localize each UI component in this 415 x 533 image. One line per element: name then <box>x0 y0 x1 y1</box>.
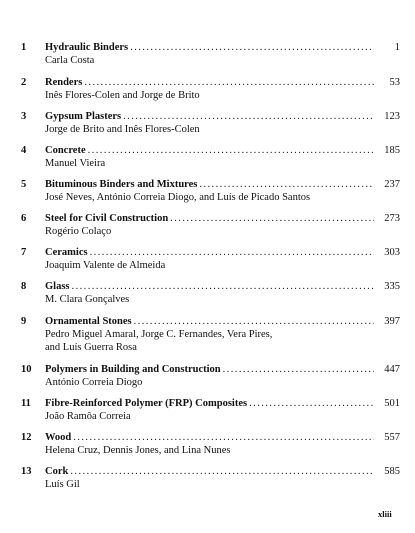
chapter-title-line <box>45 76 400 89</box>
chapter-authors: Joaquim Valente de Almeida <box>45 260 166 271</box>
chapter-authors: João Ramôa Correia <box>45 411 131 422</box>
chapter-authors: Inês Flores-Colen and Jorge de Brito <box>45 90 200 101</box>
chapter-number: 10 <box>21 364 32 375</box>
chapter-authors: Pedro Miguel Amaral, Jorge C. Fernandes, Vera Pires, <box>45 329 273 340</box>
chapter-title: Hydraulic Binders <box>45 42 129 53</box>
chapter-title: Bituminous Binders and Mixtures <box>45 179 198 190</box>
chapter-number: 1 <box>21 42 27 53</box>
chapter-title-line <box>45 363 400 376</box>
page-number: 557 <box>384 432 400 443</box>
chapter-number: 3 <box>21 111 27 122</box>
chapter-number: 2 <box>21 77 27 88</box>
chapter-title: Fibre-Reinforced Polymer (FRP) Composites <box>45 398 248 409</box>
dot-leader <box>68 465 374 478</box>
dot-leader <box>197 178 374 191</box>
chapter-title-line <box>45 431 400 444</box>
page-number: 123 <box>384 111 400 122</box>
chapter-title: Cork <box>45 466 69 477</box>
page-number: 53 <box>389 77 400 88</box>
chapter-authors: António Correia Diogo <box>45 377 143 388</box>
chapter-title-line <box>45 212 400 225</box>
page-number: 501 <box>384 398 400 409</box>
chapter-number: 6 <box>21 213 27 224</box>
dot-leader <box>168 212 374 225</box>
dot-leader <box>86 144 374 157</box>
chapter-authors: Luís Gil <box>45 479 80 490</box>
chapter-title-line <box>45 315 400 328</box>
chapter-title-line <box>45 280 400 293</box>
chapter-title: Glass <box>45 281 70 292</box>
chapter-title: Ceramics <box>45 247 88 258</box>
chapter-authors: Rogério Colaço <box>45 226 112 237</box>
chapter-title-line <box>45 246 400 259</box>
dot-leader <box>71 431 374 444</box>
chapter-number: 12 <box>21 432 32 443</box>
chapter-number: 7 <box>21 247 27 258</box>
chapter-title-line <box>45 144 400 157</box>
chapter-number: 5 <box>21 179 27 190</box>
dot-leader <box>132 315 374 328</box>
dot-leader <box>221 363 374 376</box>
chapter-authors: José Neves, António Correia Diogo, and Luís de Picado Santos <box>45 192 311 203</box>
chapter-authors: Helena Cruz, Dennis Jones, and Lina Nunes <box>45 445 231 456</box>
page-number: 273 <box>384 213 400 224</box>
chapter-title-line <box>45 41 400 54</box>
chapter-number: 8 <box>21 281 27 292</box>
chapter-authors: Jorge de Brito and Inês Flores-Colen <box>45 124 200 135</box>
dot-leader <box>121 110 374 123</box>
dot-leader <box>88 246 374 259</box>
page-number: 303 <box>384 247 400 258</box>
page-folio: xliii <box>378 509 392 519</box>
dot-leader <box>70 280 374 293</box>
chapter-title: Concrete <box>45 145 86 156</box>
page-number: 397 <box>384 316 400 327</box>
chapter-authors: Manuel Vieira <box>45 158 106 169</box>
chapter-title: Polymers in Building and Construction <box>45 364 221 375</box>
chapter-title-line <box>45 465 400 478</box>
page-number: 585 <box>384 466 400 477</box>
chapter-title: Gypsum Plasters <box>45 111 122 122</box>
dot-leader <box>128 41 374 54</box>
chapter-title-line <box>45 397 400 410</box>
page-number: 335 <box>384 281 400 292</box>
chapter-title-line <box>45 178 400 191</box>
chapter-title: Steel for Civil Construction <box>45 213 169 224</box>
page-number: 237 <box>384 179 400 190</box>
chapter-title: Wood <box>45 432 72 443</box>
page-number: 185 <box>384 145 400 156</box>
chapter-authors: M. Clara Gonçalves <box>45 294 130 305</box>
chapter-number: 13 <box>21 466 32 477</box>
chapter-authors: and Luís Guerra Rosa <box>45 342 137 353</box>
dot-leader <box>82 76 374 89</box>
chapter-number: 4 <box>21 145 27 156</box>
chapter-title-line <box>45 110 400 123</box>
chapter-title: Renders <box>45 77 83 88</box>
chapter-title: Ornamental Stones <box>45 316 132 327</box>
page-number: 1 <box>394 42 400 53</box>
dot-leader <box>247 397 374 410</box>
chapter-authors: Carla Costa <box>45 55 95 66</box>
page-number: 447 <box>384 364 400 375</box>
chapter-number: 9 <box>21 316 27 327</box>
chapter-number: 11 <box>21 398 31 409</box>
